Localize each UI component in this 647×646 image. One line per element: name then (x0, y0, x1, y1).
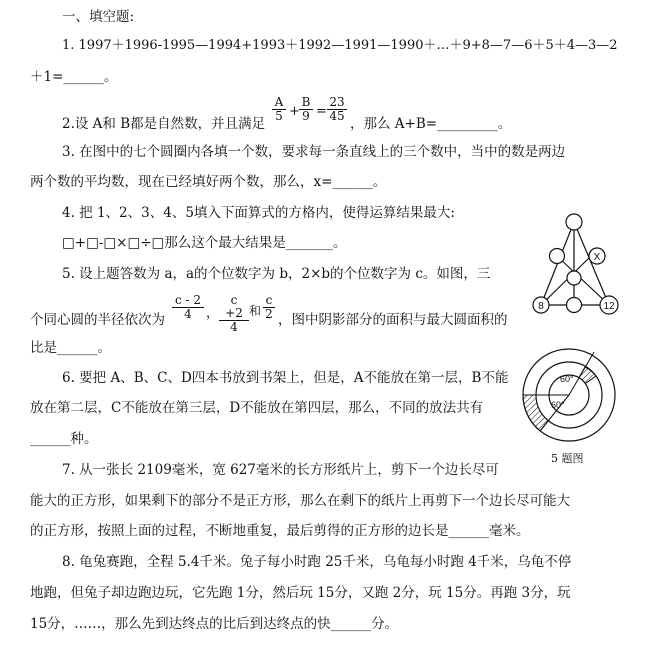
q6-line2: 放在第二层，C不能放在第三层，D不能放在第四层，那么，不同的放法共有 (30, 400, 484, 416)
angle-label-upper: 60° (560, 374, 574, 384)
q2-frac3-den: 45 (329, 109, 345, 123)
q3-line1: 3. 在图中的七个圆圈内各填一个数，要求每一条直线上的三个数中，当中的数是两边 (62, 144, 566, 160)
q2-equals: = (316, 104, 327, 119)
circle-left-mid (550, 249, 565, 264)
q2-frac1-num: A (272, 96, 286, 110)
q5-he: 和 (249, 304, 262, 318)
q5-concentric-figure (523, 349, 615, 441)
q5-line1: 5. 设上题答数为 a，a的个位数字为 b，2×b的个位数字为 c。如图，三 (62, 266, 491, 282)
q5-frac3-den: 2 (265, 307, 273, 321)
q8-line2: 地跑，但兔子却边跑边玩，它先跑 1分，然后玩 15分，又跑 2分，玩 15分。再跑 3分，玩 (30, 585, 571, 601)
q5-frac2-num: c +2 (219, 294, 249, 321)
q4-line1: 4. 把 1、2、3、4、5填入下面算式的方格内，使得运算结果最大: (62, 205, 455, 221)
q2-frac1-den: 5 (275, 109, 283, 123)
q2-frac3-num: 23 (327, 96, 347, 110)
circle-center (567, 271, 581, 285)
q3-triangle-figure (533, 214, 618, 314)
circle-left-label: 8 (538, 301, 544, 312)
q7-line1: 7. 从一张长 2109毫米，宽 627毫米的长方形纸片上，剪下一个边长尽可 (62, 462, 499, 478)
triangle-right-edge (574, 222, 609, 305)
q8-line3: 15分，……，那么先到达终点的比后到达终点的快______分。 (30, 616, 399, 632)
q5-frac1-den: 4 (184, 307, 192, 321)
circle-top (566, 214, 582, 230)
section-title: 一、填空题: (62, 9, 135, 25)
q1-line1: 1. 1997＋1996-1995—1994+1993＋1992—1991—1990＋…＋9+8—7—6＋5＋4—3—2 (62, 38, 618, 53)
q2-plus: + (289, 104, 300, 119)
circle-bottom-mid (567, 298, 582, 313)
q5-frac3-num: c (263, 294, 275, 308)
q1-line2: ＋1=______。 (30, 69, 118, 85)
q7-line3: 的正方形，按照上面的过程，不断地重复，最后剪得的正方形的边长是______毫米。 (30, 523, 530, 539)
q5-line3: 比是______。 (30, 340, 111, 356)
q6-line1: 6. 要把 A、B、C、D四本书放到书架上，但是，A不能放在第一层，B不能 (62, 370, 509, 386)
q2-frac2-num: B (299, 96, 313, 110)
fig5-caption: 5 题图 (551, 452, 584, 465)
q4-line2: □+□-□×□÷□那么这个最大结果是_______。 (62, 235, 347, 251)
q7-line2: 能大的正方形，如果剩下的部分不是正方形，那么在剩下的纸片上再剪下一个边长尽可能大 (30, 493, 570, 509)
q5-line2-prefix: 个同心圆的半径依次为 (30, 312, 165, 328)
q2-prefix: 2.设 A和 B都是自然数，并且满足 (62, 116, 266, 132)
q8-line1: 8. 龟兔赛跑，全程 5.4千米。兔子每小时跑 25千米，乌龟每小时跑 4千米，乌龟不停 (62, 554, 572, 570)
angle-label-lower: 60° (551, 400, 565, 410)
circle-right-label: 12 (603, 301, 615, 312)
q6-line3: ______种。 (30, 431, 98, 447)
q2-suffix: ，那么 A+B=_________。 (350, 116, 512, 132)
q2-frac2-den: 9 (302, 109, 310, 123)
q5-comma: ， (206, 306, 220, 321)
q3-line2: 两个数的平均数，现在已经填好两个数，那么，x=______。 (30, 174, 387, 190)
q5-frac2-den: 4 (230, 320, 238, 334)
q5-frac1-num: c - 2 (172, 294, 204, 308)
circle-x-label: X (593, 252, 601, 263)
q5-line2-suffix: ，图中阴影部分的面积与最大圆面积的 (278, 312, 508, 328)
